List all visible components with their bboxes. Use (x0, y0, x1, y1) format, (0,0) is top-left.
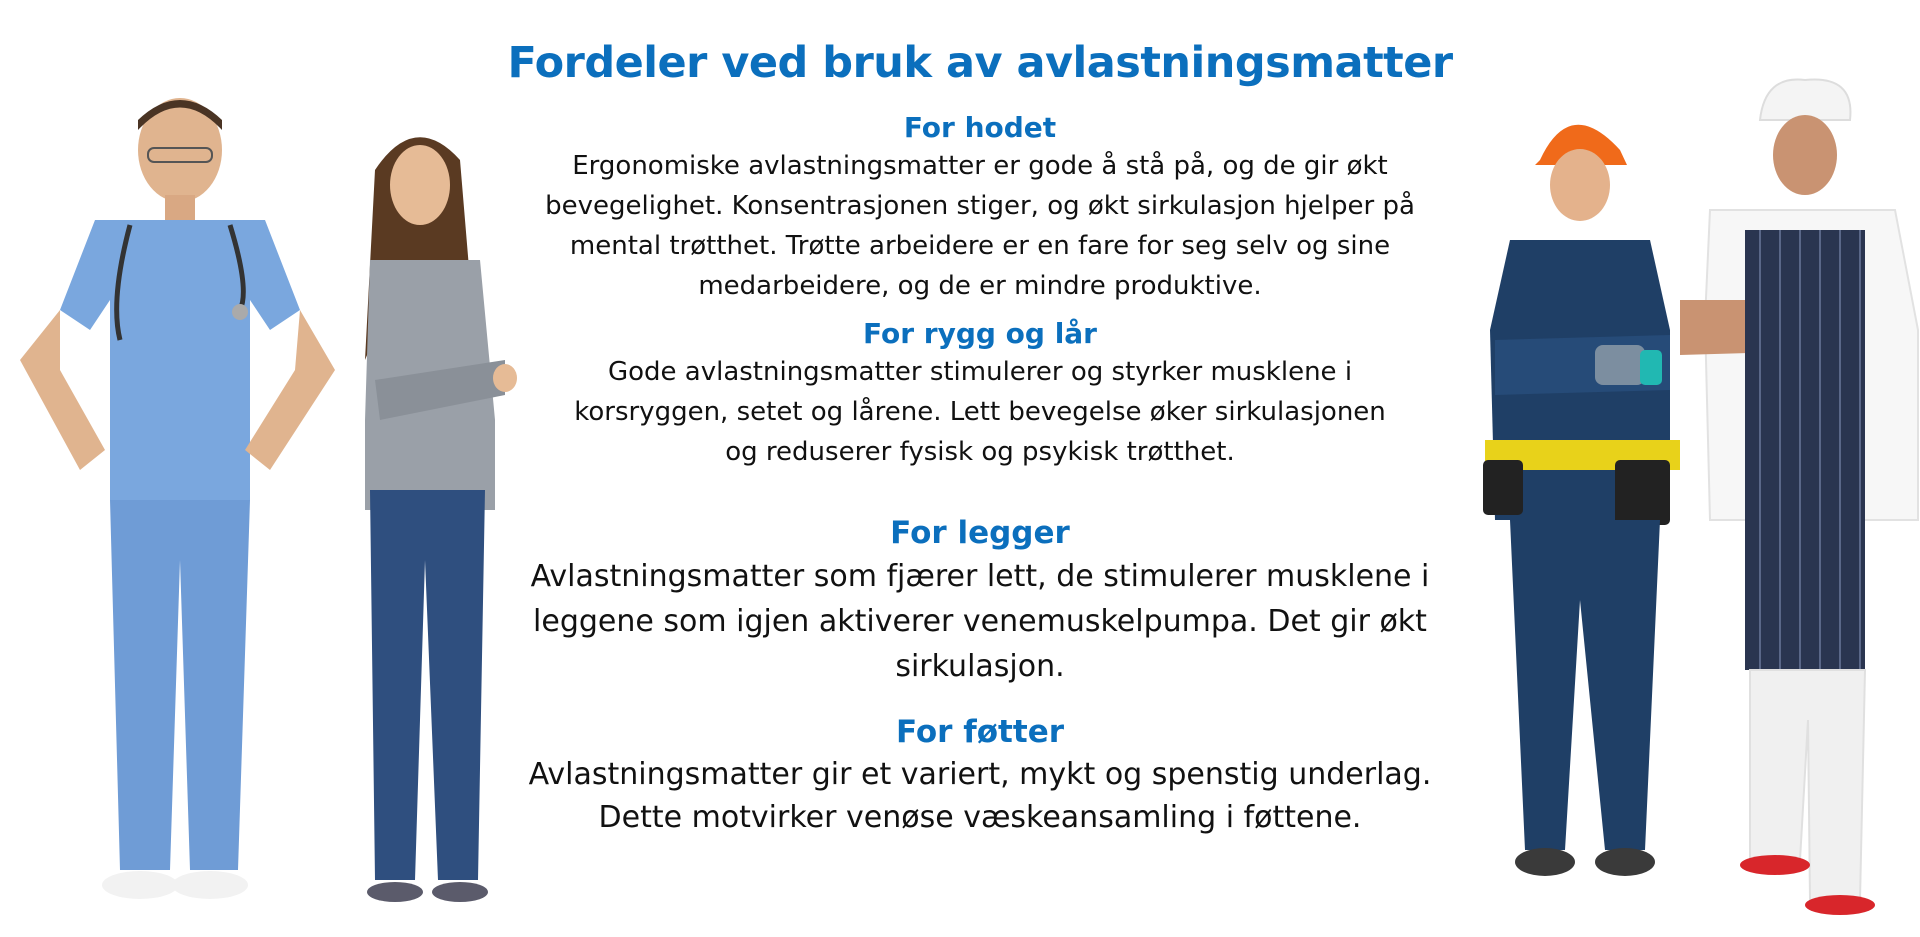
section-text: Avlastningsmatter som fjærer lett, de stimulerer musklene i leggene som igjen aktiverer venemuskelpumpa. Det gir økt sirkulasjon. (530, 559, 1430, 684)
section-heading: For hodet (903, 111, 1057, 144)
section-text: Avlastningsmatter gir et variert, mykt og spenstig underlag. Dette motvirker venøse væskeansamling i føttene. (528, 757, 1432, 835)
section-back-thighs (480, 316, 1480, 472)
section-feet (480, 711, 1480, 839)
page-title: Fordeler ved bruk av avlastningsmatter (507, 38, 1453, 88)
doctor-figure (0, 0, 340, 937)
section-text: Ergonomiske avlastningsmatter er gode å stå på, og de gir økt bevegelighet. Konsentrasjonen stiger, og økt sirkulasjon hjelper på mental trøtthet. Trøtte arbeidere er en fare for seg selv og sine medarbeidere, og de er mindre produktive. (545, 151, 1415, 301)
section-head (480, 110, 1480, 306)
section-heading: For rygg og lår (862, 317, 1097, 350)
section-heading: For føtter (895, 714, 1065, 750)
section-heading: For legger (890, 515, 1070, 551)
section-calves (480, 512, 1480, 689)
section-text: Gode avlastningsmatter stimulerer og styrker musklene i korsryggen, setet og lårene. Lett bevegelse øker sirkulasjonen og reduserer fysisk og psykisk trøtthet. (574, 357, 1386, 467)
chef-figure (1650, 0, 1920, 937)
content-area (480, 30, 1480, 839)
